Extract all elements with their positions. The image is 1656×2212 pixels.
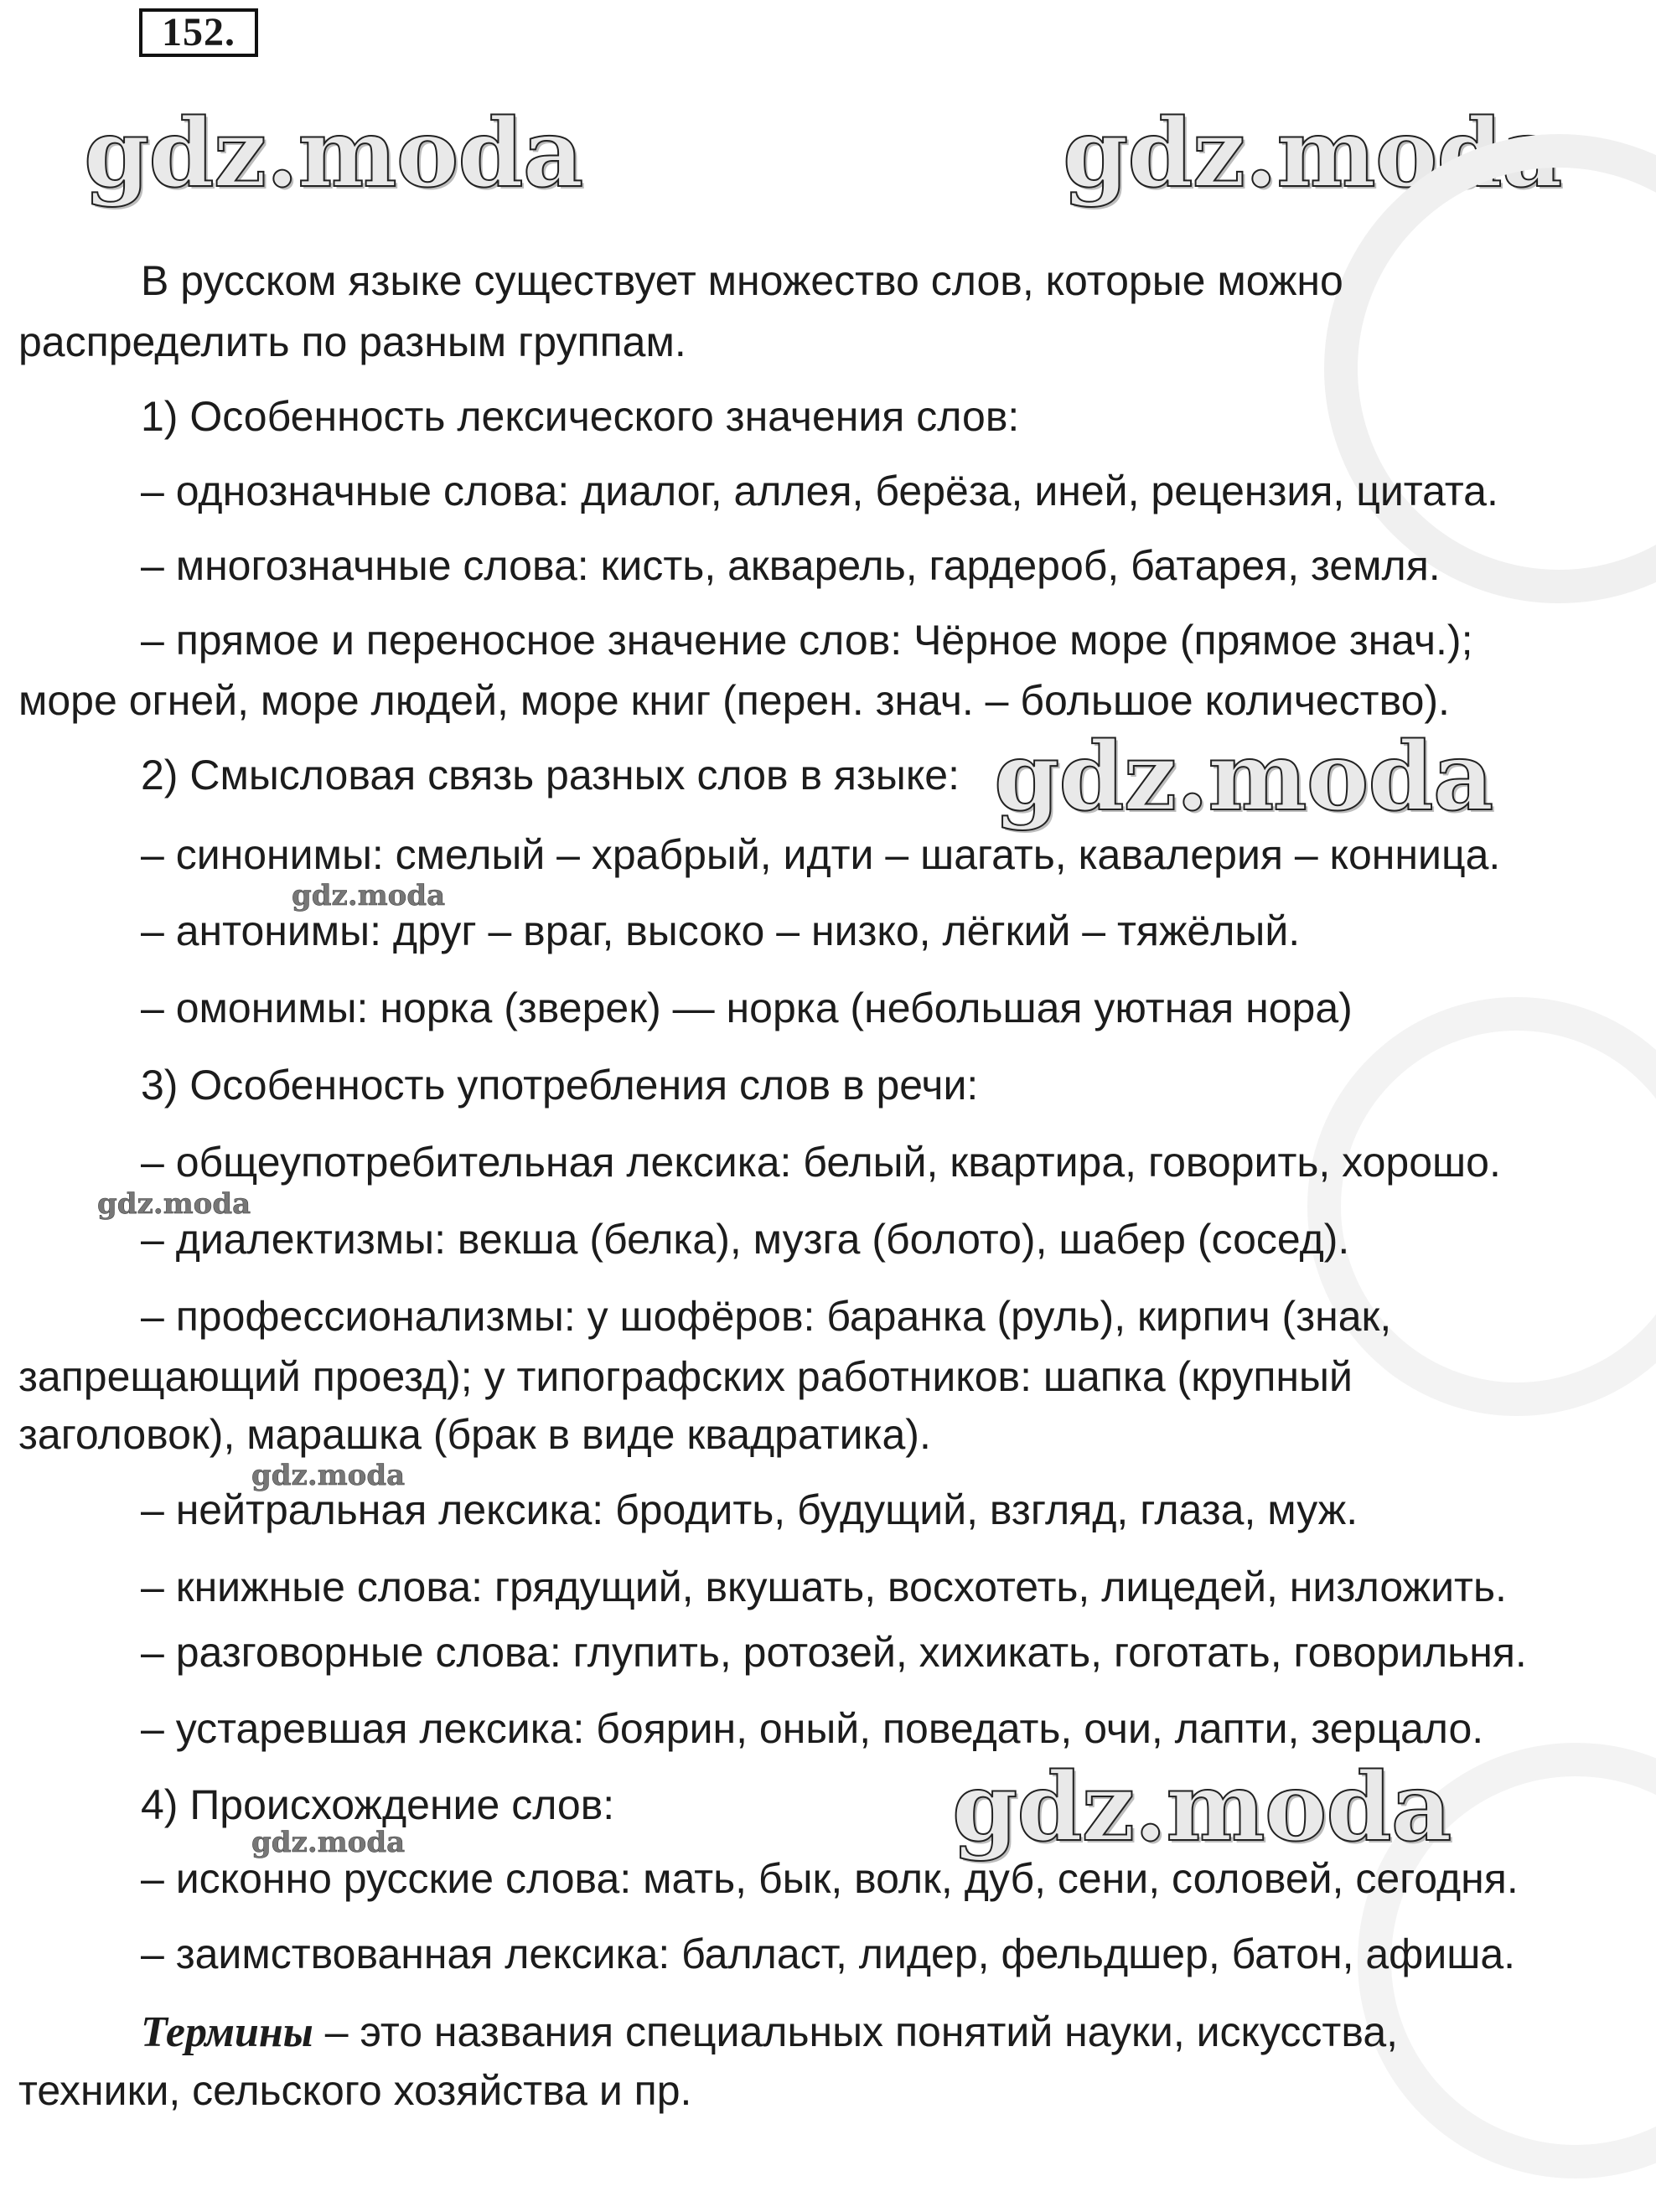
definition-line [141,2007,1398,2058]
text-line: техники, сельского хозяйства и пр. [18,2067,692,2114]
section-heading: 3) Особенность употребления слов в речи: [141,1062,979,1109]
watermark-logo: gdz.moda [952,1753,1452,1863]
text-line: – заимствованная лексика: балласт, лидер, фельдшер, батон, афиша. [141,1930,1516,1977]
watermark-logo: gdz.moda [84,99,583,209]
text-line: запрещающий проезд); у типографских работников: шапка (крупный [18,1353,1353,1400]
exercise-number: 152. [139,8,258,57]
watermark-logo: gdz.moda [292,879,446,912]
text-line: распределить по разным группам. [18,318,686,365]
text-line: – общеупотребительная лексика: белый, квартира, говорить, хорошо. [141,1139,1501,1186]
watermark-logo: gdz.moda [97,1187,251,1221]
text-line: – исконно русские слова: мать, бык, волк, дуб, сени, соловей, сегодня. [141,1855,1519,1902]
text-line: – устаревшая лексика: боярин, оный, поведать, очи, лапти, зерцало. [141,1705,1484,1752]
text-line: – прямое и переносное значение слов: Чёрное море (прямое знач.); [141,617,1473,664]
definition-text: – это названия специальных понятий науки, искусства, [313,2008,1399,2055]
text-line: море огней, море людей, море книг (перен. знач. – большое количество). [18,677,1450,724]
watermark-logo: gdz.moda [251,1826,406,1859]
section-heading: 1) Особенность лексического значения слов: [141,393,1020,440]
watermark-logo: gdz.moda [1063,99,1562,209]
text-line: – омонимы: норка (зверек) — норка (небольшая уютная нора) [141,985,1353,1031]
text-line: – книжные слова: грядущий, вкушать, восхотеть, лицедей, низложить. [141,1563,1507,1610]
text-line: – разговорные слова: глупить, ротозей, хихикать, гоготать, говорильня. [141,1629,1527,1676]
text-line: – однозначные слова: диалог, аллея, берёза, иней, рецензия, цитата. [141,468,1498,514]
watermark-logo: gdz.moda [251,1459,406,1492]
section-heading: 2) Смысловая связь разных слов в языке: [141,752,960,798]
text-line: – многозначные слова: кисть, акварель, гардероб, батарея, земля. [141,542,1441,589]
text-line: – профессионализмы: у шофёров: баранка (руль), кирпич (знак, [141,1293,1392,1340]
text-line: заголовок), марашка (брак в виде квадратика). [18,1411,931,1458]
text-line: – синонимы: смелый – храбрый, идти – шагать, кавалерия – конница. [141,831,1501,878]
watermark-logo: gdz.moda [994,722,1493,832]
text-line: – нейтральная лексика: бродить, будущий, взгляд, глаза, муж. [141,1486,1358,1533]
text-line: – антонимы: друг – враг, высоко – низко, лёгкий – тяжёлый. [141,907,1301,954]
text-line: – диалектизмы: векша (белка), музга (болото), шабер (сосед). [141,1216,1350,1263]
section-heading: 4) Происхождение слов: [141,1781,615,1828]
text-line: В русском языке существует множество слов, которые можно [141,257,1343,304]
term-word: Термины [141,2008,313,2056]
